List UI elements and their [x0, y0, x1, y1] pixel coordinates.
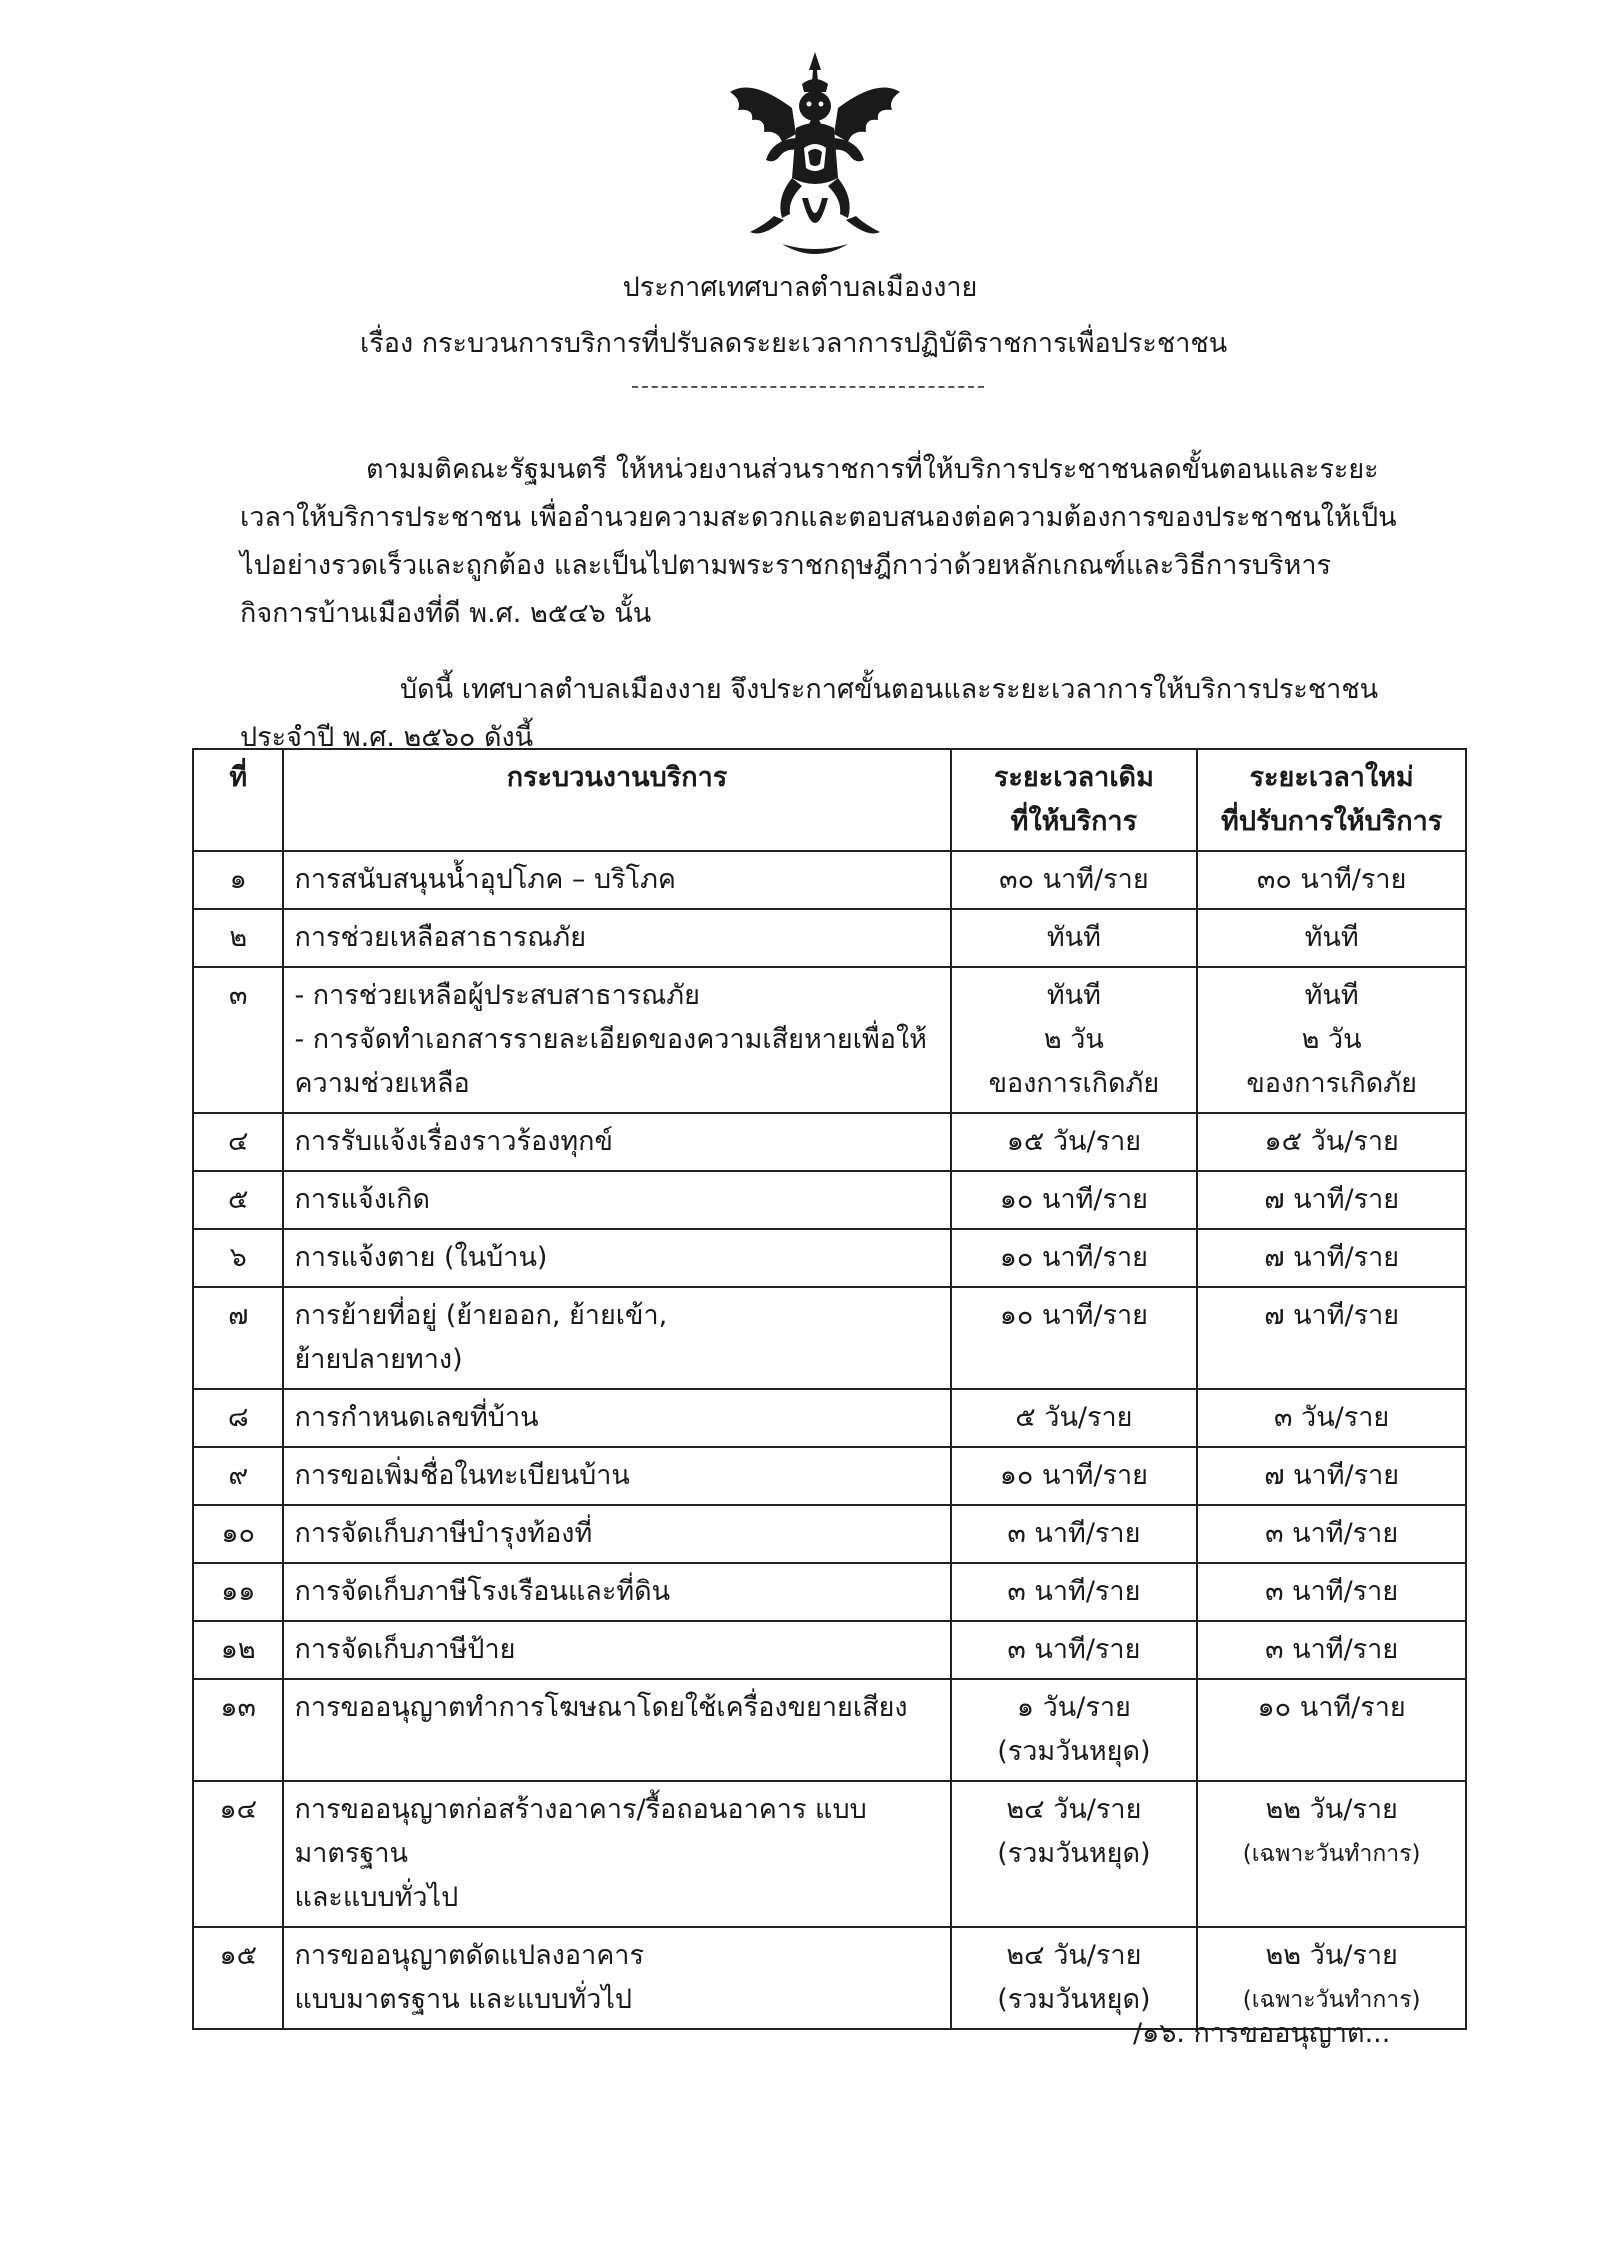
new-time-line: ๗ นาที/ราย: [1264, 1460, 1400, 1491]
old-time-line: ๒ วัน: [1043, 1024, 1104, 1055]
service-name: [283, 1505, 950, 1563]
new-time: [1197, 1113, 1466, 1171]
service-name-line: การขออนุญาตก่อสร้างอาคาร/รื้อถอนอาคาร แบบมาตรฐาน: [294, 1794, 867, 1869]
service-name-line: แบบมาตรฐาน และแบบทั่วไป: [294, 1984, 633, 2015]
new-time: [1197, 1679, 1466, 1781]
old-time-line: ๑๐ นาที/ราย: [999, 1242, 1148, 1273]
service-name-line: ย้ายปลายทาง): [294, 1344, 463, 1375]
service-name-line: การกำหนดเลขที่บ้าน: [294, 1402, 539, 1433]
service-name-line: และแบบทั่วไป: [294, 1882, 459, 1913]
old-time-line: ๑๐ นาที/ราย: [999, 1300, 1148, 1331]
old-time: [951, 1229, 1198, 1287]
header-new-time-line2: ที่ปรับการให้บริการ: [1221, 806, 1443, 837]
old-time-line: ๑๕ วัน/ราย: [1006, 1126, 1142, 1157]
old-time: [951, 1171, 1198, 1229]
old-time: [951, 1113, 1198, 1171]
service-name: [283, 851, 950, 909]
old-time: [951, 1679, 1198, 1781]
service-name-line: การย้ายที่อยู่ (ย้ายออก, ย้ายเข้า,: [294, 1300, 668, 1331]
table-row: [193, 1287, 1466, 1389]
header-new-time-line1: ระยะเวลาใหม่: [1249, 762, 1414, 793]
old-time-line: (รวมวันหยุด): [997, 1838, 1151, 1869]
table-row: [193, 1781, 1466, 1927]
new-time: [1197, 1781, 1466, 1927]
new-time: [1197, 1287, 1466, 1389]
new-time-line: ๗ นาที/ราย: [1264, 1242, 1400, 1273]
new-time: [1197, 1621, 1466, 1679]
old-time: [951, 909, 1198, 967]
service-name: [283, 1927, 950, 2029]
row-number: ๒: [193, 909, 283, 967]
old-time-line: ๓ นาที/ราย: [1007, 1634, 1141, 1665]
new-time-line: ๓ นาที/ราย: [1265, 1518, 1399, 1549]
new-time: [1197, 909, 1466, 967]
service-name: [283, 1781, 950, 1927]
old-time-line: (รวมวันหยุด): [997, 1984, 1151, 2015]
new-time-line: ทันที: [1304, 922, 1359, 953]
row-number: ๓: [193, 967, 283, 1113]
service-name-line: การขออนุญาตทำการโฆษณาโดยใช้เครื่องขยายเสียง: [294, 1692, 908, 1723]
header-old-time-line1: ระยะเวลาเดิม: [993, 762, 1154, 793]
row-number: ๑๓: [193, 1679, 283, 1781]
new-time: [1197, 1171, 1466, 1229]
old-time: [951, 1781, 1198, 1927]
table-row: [193, 1563, 1466, 1621]
service-name-line: - การจัดทำเอกสารรายละเอียดของความเสียหายเพื่อให้: [294, 1024, 927, 1055]
service-name: [283, 1679, 950, 1781]
new-time-line: ๓ วัน/ราย: [1274, 1402, 1390, 1433]
service-name-line: การจัดเก็บภาษีโรงเรือนและที่ดิน: [294, 1576, 671, 1607]
old-time-line: ๓๐ นาที/ราย: [999, 864, 1149, 895]
row-number: ๔: [193, 1113, 283, 1171]
table-row: [193, 1927, 1466, 2029]
old-time: [951, 1389, 1198, 1447]
row-number: ๖: [193, 1229, 283, 1287]
service-name: [283, 1287, 950, 1389]
service-name-line: การสนับสนุนน้ำอุปโภค – บริโภค: [294, 864, 676, 895]
table-row: [193, 851, 1466, 909]
row-number: ๑๕: [193, 1927, 283, 2029]
new-time-line: ๗ นาที/ราย: [1264, 1184, 1400, 1215]
new-time-line: ของการเกิดภัย: [1246, 1068, 1417, 1099]
old-time-line: ๑๐ นาที/ราย: [999, 1460, 1148, 1491]
old-time-line: ๓ นาที/ราย: [1007, 1576, 1141, 1607]
service-name-line: การรับแจ้งเรื่องราวร้องทุกข์: [294, 1126, 613, 1157]
new-time-line: (เฉพาะวันทำการ): [1242, 1987, 1421, 2013]
table-row: [193, 1679, 1466, 1781]
garuda-emblem-icon: [722, 48, 908, 270]
announcement-title: ประกาศเทศบาลตำบลเมืองงาย: [622, 272, 978, 303]
new-time-line: ๑๕ วัน/ราย: [1264, 1126, 1399, 1157]
table-row: [193, 1113, 1466, 1171]
old-time-line: ๕ วัน/ราย: [1015, 1402, 1133, 1433]
service-name-line: การจัดเก็บภาษีบำรุงท้องที่: [294, 1518, 593, 1549]
title-divider: [632, 386, 984, 388]
new-time-line: ๓ นาที/ราย: [1265, 1634, 1399, 1665]
old-time-line: ทันที: [1046, 980, 1101, 1011]
header-no: ที่: [193, 749, 283, 851]
service-name: [283, 967, 950, 1113]
service-name-line: การจัดเก็บภาษีป้าย: [294, 1634, 516, 1665]
new-time-line: (เฉพาะวันทำการ): [1242, 1841, 1421, 1867]
table-row: [193, 1447, 1466, 1505]
row-number: ๘: [193, 1389, 283, 1447]
row-number: ๑๑: [193, 1563, 283, 1621]
old-time-line: ๓ นาที/ราย: [1007, 1518, 1141, 1549]
new-time-line: ทันที: [1304, 980, 1359, 1011]
service-name: [283, 1389, 950, 1447]
table-row: [193, 909, 1466, 967]
old-time: [951, 1563, 1198, 1621]
service-name-line: ความช่วยเหลือ: [294, 1068, 470, 1099]
new-time: [1197, 1389, 1466, 1447]
intro-paragraph: [240, 446, 1405, 638]
old-time-line: (รวมวันหยุด): [997, 1736, 1151, 1767]
service-name-line: การช่วยเหลือสาธารณภัย: [294, 922, 587, 953]
intro-paragraph-text: ตามมติคณะรัฐมนตรี ให้หน่วยงานส่วนราชการที่ให้บริการประชาชนลดขั้นตอนและระยะเวลาให้บริการประชาชน เพื่ออำนวยความสะดวกและตอบสนองต่อความต้องการของประชาชนให้เป็นไปอย่างรวดเร็วและถูกต้อง และเป็นไปตามพระราชกฤษฎีกาว่าด้วยหลักเกณฑ์และวิธีการบริหารกิจการบ้านเมืองที่ดี พ.ศ. ๒๕๔๖ นั้น: [240, 454, 1397, 629]
row-number: ๙: [193, 1447, 283, 1505]
announcement-paragraph-text: บัดนี้ เทศบาลตำบลเมืองงาย จึงประกาศขั้นตอนและระยะเวลาการให้บริการประชาชนประจำปี พ.ศ. ๒๕๖๐ ดังนี้: [240, 674, 1379, 753]
row-number: ๑๐: [193, 1505, 283, 1563]
service-name: [283, 1229, 950, 1287]
header-new-time: [1197, 749, 1466, 851]
row-number: ๑: [193, 851, 283, 909]
table-row: [193, 967, 1466, 1113]
old-time: [951, 1927, 1198, 2029]
new-time: [1197, 1563, 1466, 1621]
old-time: [951, 1621, 1198, 1679]
table-row: [193, 1505, 1466, 1563]
row-number: ๑๒: [193, 1621, 283, 1679]
new-time-line: ๒๒ วัน/ราย: [1265, 1794, 1398, 1825]
service-name: [283, 1621, 950, 1679]
old-time: [951, 1287, 1198, 1389]
service-name-line: - การช่วยเหลือผู้ประสบสาธารณภัย: [294, 980, 700, 1011]
old-time-line: ๒๔ วัน/ราย: [1006, 1794, 1142, 1825]
table-header-row: [193, 749, 1466, 851]
new-time-line: ๒ วัน: [1301, 1024, 1362, 1055]
table-row: [193, 1171, 1466, 1229]
service-name: [283, 1171, 950, 1229]
table-body: [193, 851, 1466, 2029]
service-name: [283, 1113, 950, 1171]
service-name: [283, 1447, 950, 1505]
new-time: [1197, 851, 1466, 909]
service-name-line: การแจ้งเกิด: [294, 1184, 430, 1215]
new-time-line: ๒๒ วัน/ราย: [1265, 1940, 1398, 1971]
service-name-line: การแจ้งตาย (ในบ้าน): [294, 1242, 548, 1273]
header-old-time-line2: ที่ให้บริการ: [1010, 806, 1138, 837]
new-time: [1197, 1447, 1466, 1505]
new-time-line: ๑๐ นาที/ราย: [1257, 1692, 1406, 1723]
new-time-line: ๗ นาที/ราย: [1264, 1300, 1400, 1331]
new-time: [1197, 1505, 1466, 1563]
table-row: [193, 1621, 1466, 1679]
service-name-line: การขอเพิ่มชื่อในทะเบียนบ้าน: [294, 1460, 630, 1491]
new-time: [1197, 1229, 1466, 1287]
continuation-note: /๑๖. การขออนุญาต...: [1133, 2018, 1391, 2049]
old-time: [951, 1505, 1198, 1563]
new-time: [1197, 1927, 1466, 2029]
old-time-line: ๑ วัน/ราย: [1016, 1692, 1131, 1723]
row-number: ๕: [193, 1171, 283, 1229]
old-time-line: ๒๔ วัน/ราย: [1006, 1940, 1142, 1971]
service-time-table: [192, 748, 1467, 2030]
old-time: [951, 1447, 1198, 1505]
new-time: [1197, 967, 1466, 1113]
new-time-line: ๓ นาที/ราย: [1265, 1576, 1399, 1607]
table-row: [193, 1389, 1466, 1447]
old-time-line: ของการเกิดภัย: [988, 1068, 1160, 1099]
service-name-line: การขออนุญาตดัดแปลงอาคาร: [294, 1940, 644, 1971]
announcement-subject: เรื่อง กระบวนการบริการที่ปรับลดระยะเวลาการปฏิบัติราชการเพื่อประชาชน: [360, 328, 1228, 359]
old-time-line: ๑๐ นาที/ราย: [999, 1184, 1148, 1215]
header-service: กระบวนงานบริการ: [283, 749, 950, 851]
row-number: ๑๔: [193, 1781, 283, 1927]
old-time: [951, 851, 1198, 909]
row-number: ๗: [193, 1287, 283, 1389]
old-time-line: ทันที: [1046, 922, 1101, 953]
table-row: [193, 1229, 1466, 1287]
service-name: [283, 909, 950, 967]
service-name: [283, 1563, 950, 1621]
old-time: [951, 967, 1198, 1113]
header-old-time: [951, 749, 1198, 851]
new-time-line: ๓๐ นาที/ราย: [1256, 864, 1407, 895]
